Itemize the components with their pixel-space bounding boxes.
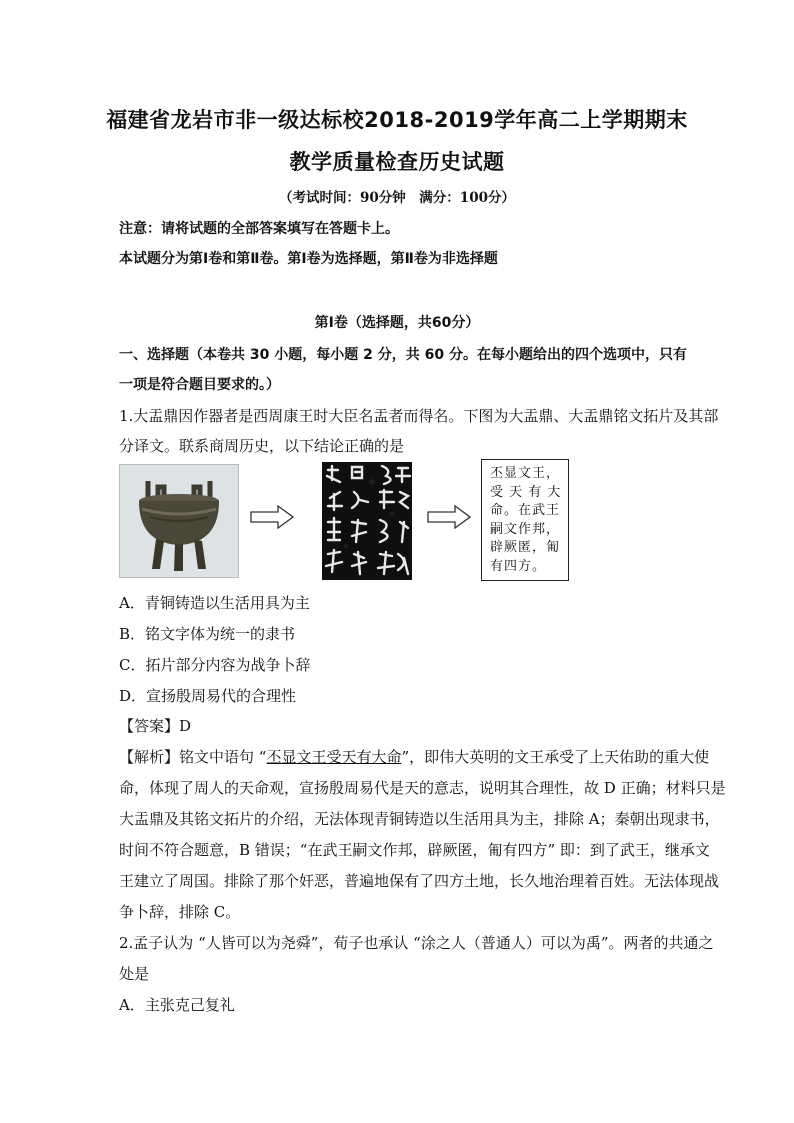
arrow-right-icon	[250, 505, 294, 529]
q1-analysis-line4: 时间不符合题意，B 错误；“在武王嗣文作邦，辟厥匿，匍有四方” 即：到了武王，继承文	[119, 841, 710, 859]
q1-option-c: C．拓片部分内容为战争卜辞	[119, 656, 311, 674]
analysis-text: 铭文中语句 “	[179, 748, 267, 766]
q1-option-d: D．宣扬殷周易代的合理性	[119, 687, 297, 705]
translation-line: 丕显文王，	[490, 466, 561, 481]
q1-option-b: B．铭文字体为统一的隶书	[119, 625, 296, 643]
section-intro-line2: 一项是符合题目要求的。）	[119, 377, 280, 393]
q1-option-a: A．青铜铸造以生活用具为主	[119, 594, 310, 612]
q1-analysis-line6: 争卜辞，排除 C。	[119, 903, 241, 921]
q1-analysis-line3: 大盂鼎及其铭文拓片的介绍，无法体现青铜铸造以生活用具为主，排除 A；秦朝出现隶书，	[119, 810, 720, 828]
section-heading: 第Ⅰ卷（选择题，共60分）	[314, 315, 480, 331]
translation-box	[481, 459, 569, 581]
section-intro-line1: 一、选择题（本卷共 30 小题，每小题 2 分，共 60 分。在每小题给出的四个选项中，只有	[119, 347, 687, 363]
q1-answer: 【答案】D	[119, 717, 192, 735]
analysis-quote: 丕显文王受天有大命	[266, 748, 402, 766]
translation-line: 命。在武王	[490, 503, 561, 518]
translation-line: 辟厥匿，匍	[490, 540, 561, 555]
da-yu-ding-photo	[119, 464, 239, 578]
rubbing-glyphs-illustration	[322, 462, 412, 580]
q1-stem-line1: 1.大盂鼎因作器者是西周康王时大臣名盂者而得名。下图为大盂鼎、大盂鼎铭文拓片及其部	[119, 407, 719, 425]
q1-analysis-line5: 王建立了周国。排除了那个奸恶，普遍地保有了四方土地，长久地治理着百姓。无法体现战	[119, 872, 720, 890]
q1-stem-line2: 分译文。联系商周历史，以下结论正确的是	[119, 437, 405, 455]
exam-duration-score: （考试时间：90分钟 满分：100分）	[279, 190, 515, 206]
arrow-right-icon	[427, 505, 471, 529]
exam-title-line2: 教学质量检查历史试题	[289, 150, 505, 174]
exam-title-line1: 福建省龙岩市非一级达标校2018-2019学年高二上学期期末	[106, 108, 688, 132]
structure-text: 本试题分为第Ⅰ卷和第Ⅱ卷。第Ⅰ卷为选择题，第Ⅱ卷为非选择题	[119, 251, 498, 267]
translation-line: 受 天 有 大	[490, 484, 562, 500]
q2-option-a: A．主张克己复礼	[119, 996, 235, 1014]
q2-stem-line2: 处是	[119, 965, 150, 983]
q1-analysis-line1	[119, 746, 709, 767]
q2-stem-line1: 2.孟子认为 “人皆可以为尧舜”，荀子也承认 “涂之人（普通人）可以为禹”。两者的共通之	[119, 934, 714, 952]
translation-line: 嗣文作邦，	[490, 521, 561, 537]
translation-line: 有四方。	[490, 558, 547, 574]
inscription-rubbing	[322, 462, 412, 580]
analysis-label: 【解析】	[119, 748, 180, 766]
notice-text: 注意：请将试题的全部答案填写在答题卡上。	[119, 221, 399, 237]
analysis-text: ”，即伟大英明的文王承受了上天佑助的重大使	[401, 748, 710, 766]
bronze-ding-illustration	[120, 465, 238, 577]
q1-analysis-line2: 命，体现了周人的天命观，宣扬殷周易代是天的意志，说明其合理性，故 D 正确；材料只是	[119, 779, 726, 797]
